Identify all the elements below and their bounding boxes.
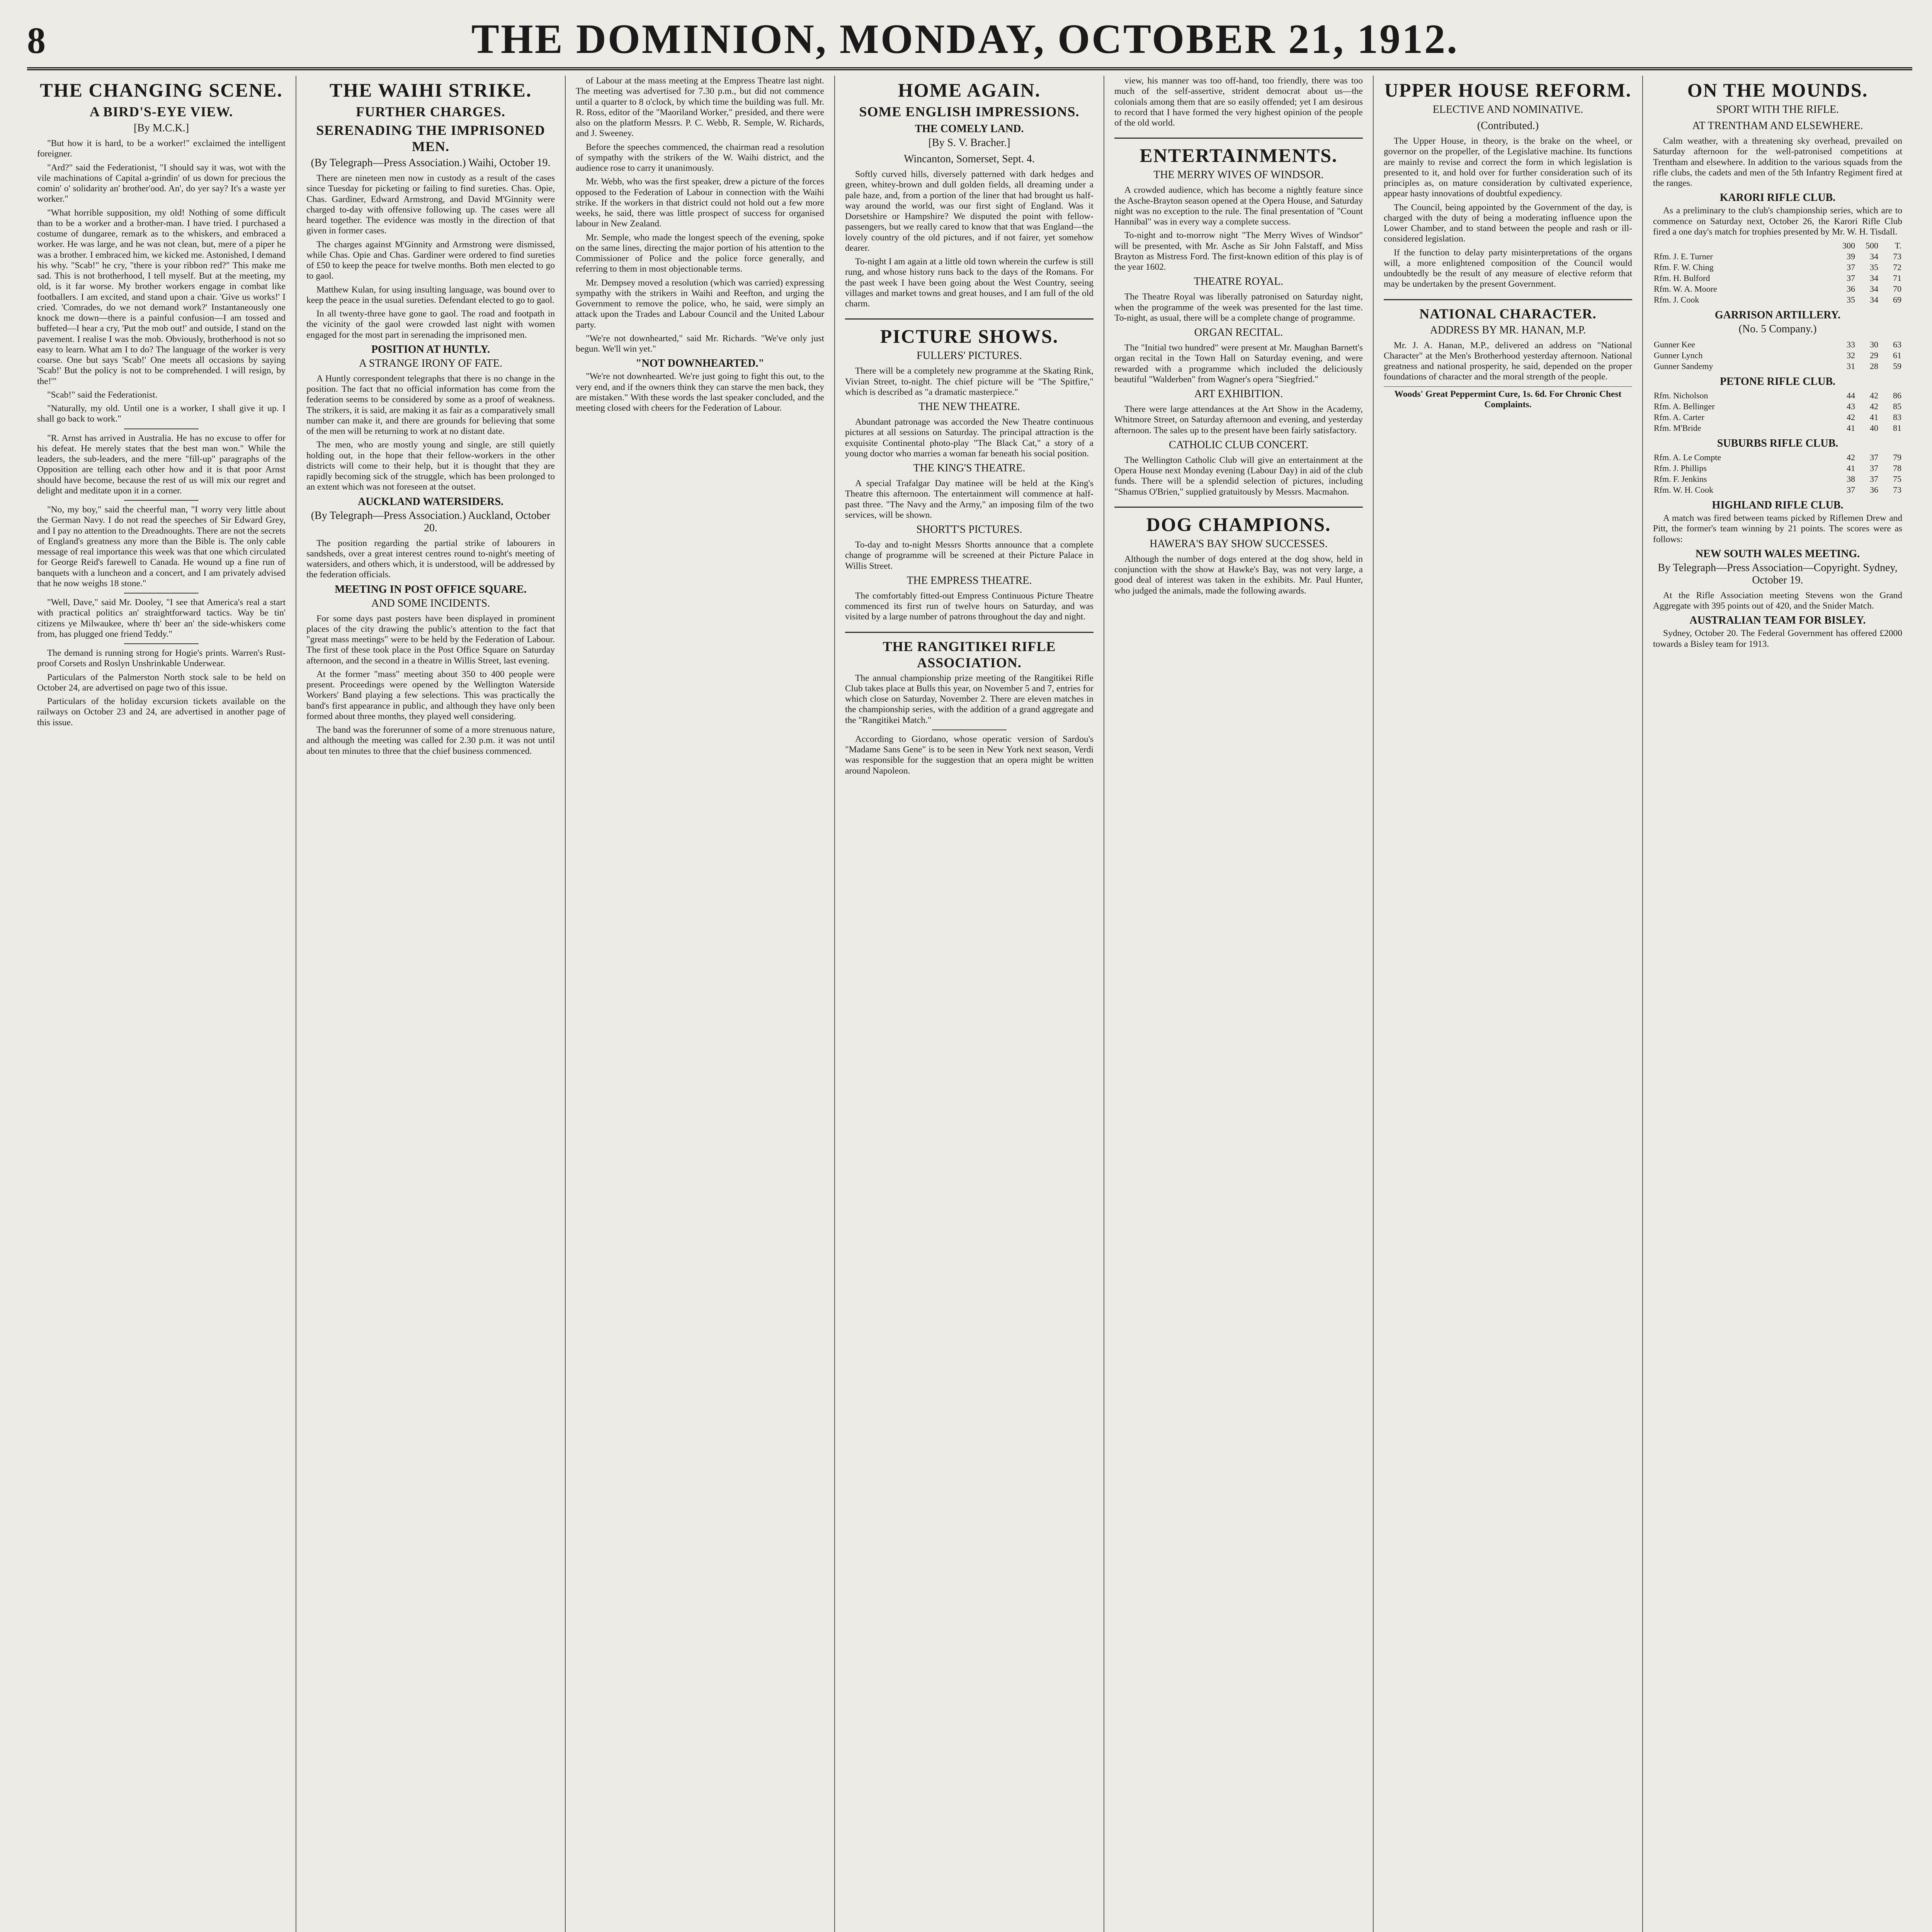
columns bbox=[27, 76, 1912, 1932]
table-cell: 37 bbox=[1847, 262, 1855, 272]
subheadline: A BIRD'S-EYE VIEW. bbox=[89, 104, 233, 119]
dateline: By Telegraph—Press Association—Copyright. Sydney, October 19. bbox=[1658, 561, 1898, 586]
paragraph: Particulars of the Palmerston North stock sale to be held on October 24, are advertised on page two of this issue. bbox=[37, 672, 286, 693]
table-cell: 34 bbox=[1870, 295, 1878, 304]
table-cell: Gunner Lynch bbox=[1654, 350, 1703, 360]
table-cell: 42 bbox=[1870, 391, 1878, 400]
paragraph: To-night I am again at a little old town wherein the curfew is still rung, and whose history runs back to the days of the Romans. For the past week I have been going about the West Country, seeing villages and market towns and great houses, and I am full of the old charm. bbox=[845, 257, 1094, 309]
headline: ENTERTAINMENTS. bbox=[1139, 145, 1338, 167]
paragraph: The band was the forerunner of some of a more strenuous nature, and although the meeting was called for 2.30 p.m. it was not until about ten minutes to three that the chief business commenced. bbox=[306, 725, 555, 756]
paragraph: The Theatre Royal was liberally patronised on Saturday night, when the programme of the week was presented for the last time. To-night, as usual, there will be a complete change of programme. bbox=[1114, 292, 1363, 323]
paragraph: "R. Arnst has arrived in Australia. He has no excuse to offer for his defeat. He merely states that the best man won." While the leaders, the sub-leaders, and the mere "fill-up" paragraphs of the Opposition are telling each other how and it is that poor Arnst should have become, because the rest of us will mix our regret and delight and meditate upon it in a corner. bbox=[37, 433, 286, 496]
column-6 bbox=[1374, 76, 1643, 1932]
paragraph: The Wellington Catholic Club will give an entertainment at the Opera House next Monday evening (Labour Day) in aid of the club funds. There will be a splendid selection of pictures, including "Shamus O'Brien," supplied gratuitously by Messrs. Macmahon. bbox=[1114, 455, 1363, 497]
section-heading: SUBURBS RIFLE CLUB. bbox=[1717, 437, 1838, 449]
table-cell: 69 bbox=[1893, 295, 1901, 304]
table-cell: 37 bbox=[1847, 273, 1855, 283]
paragraph: Matthew Kulan, for using insulting language, was bound over to keep the peace in the usual sureties. Defendant elected to go to gaol. bbox=[306, 284, 555, 305]
table-cell: Rfm. W. A. Moore bbox=[1654, 284, 1717, 294]
section-subheading: (No. 5 Company.) bbox=[1738, 323, 1817, 335]
table-row bbox=[1653, 474, 1902, 485]
subheadline: FURTHER CHARGES. bbox=[356, 104, 505, 119]
byline: (Contributed.) bbox=[1477, 120, 1539, 132]
table-cell: 40 bbox=[1870, 423, 1878, 433]
paragraph: To-day and to-night Messrs Shortts announce that a complete change of programme will be screened at their Picture Palace in Willis Street. bbox=[845, 540, 1094, 571]
column-5 bbox=[1104, 76, 1374, 1932]
table-cell: 81 bbox=[1893, 423, 1901, 433]
table-cell: Rfm. J. Phillips bbox=[1654, 463, 1707, 473]
table-cell: 37 bbox=[1870, 452, 1878, 462]
subheadline: SOME ENGLISH IMPRESSIONS. bbox=[859, 104, 1080, 119]
headline: ON THE MOUNDS. bbox=[1687, 79, 1868, 101]
section-heading: "NOT DOWNHEARTED." bbox=[636, 357, 764, 370]
table-row bbox=[1653, 485, 1902, 495]
paragraph: Before the speeches commenced, the chairman read a resolution of sympathy with the strikers of the W. Waihi district, and the audience rose to carry it unanimously. bbox=[576, 142, 824, 173]
table-cell: 86 bbox=[1893, 391, 1901, 400]
paragraph: "No, my boy," said the cheerful man, "I worry very little about the German Navy. I do not read the speeches of Sir Edward Grey, and I pay no attention to the Dreadnoughts. There are not the secrets of England's greatness any more than the Bible is. The only cable message of real importance this week was that one which circulated for George Reid's farewell to Canada. He wound up a fine run of banquets with a luncheon and a concert, and I am privately advised that he now weighs 18 stone." bbox=[37, 505, 286, 588]
section-subheading: A STRANGE IRONY OF FATE. bbox=[359, 357, 503, 369]
section-subheading: SHORTT'S PICTURES. bbox=[916, 524, 1022, 536]
subheadline: ADDRESS BY MR. HANAN, M.P. bbox=[1430, 324, 1586, 336]
paragraph: Although the number of dogs entered at the dog show, held in conjunction with the show at Hawke's Bay, was not very large, a good deal of interest was taken in the exhibits. Mr. Paul Hunter, who judged the animals, made the following awards. bbox=[1114, 554, 1363, 596]
headline: PICTURE SHOWS. bbox=[880, 325, 1059, 347]
paragraph: There will be a completely new programme at the Skating Rink, Vivian Street, to-night. The chief picture will be "The Spitfire," which is described as "a dramatic masterpiece." bbox=[845, 366, 1094, 397]
table-cell: 61 bbox=[1893, 350, 1901, 360]
paragraph: The comfortably fitted-out Empress Continuous Picture Theatre commenced its first run of twelve hours on Saturday, and was visited by a large number of patrons throughout the day and night. bbox=[845, 590, 1094, 622]
table-cell: 31 bbox=[1847, 361, 1855, 371]
page-number: 8 bbox=[27, 20, 46, 61]
table-cell: 73 bbox=[1893, 252, 1901, 261]
article-waihi-strike bbox=[306, 79, 555, 766]
paragraph: Calm weather, with a threatening sky overhead, prevailed on Saturday afternoon for the well-patronised competitions at Trentham and elsewhere. In addition to the various squads from the rifle clubs, the cadets and men of the 5th Infantry Regiment fired at the ranges. bbox=[1653, 136, 1902, 188]
table-row bbox=[1653, 294, 1902, 305]
table-header-cell: 300 bbox=[1842, 241, 1855, 250]
section-heading: NEW SOUTH WALES MEETING. bbox=[1695, 548, 1860, 560]
table-cell: Rfm. F. Jenkins bbox=[1654, 474, 1707, 484]
subheadline: SERENADING THE IMPRISONED MEN. bbox=[316, 122, 545, 154]
paragraph: At the Rifle Association meeting Stevens won the Grand Aggregate with 395 points out of 420, and the Snider Match. bbox=[1653, 590, 1902, 611]
section-subheading: THEATRE ROYAL. bbox=[1194, 276, 1284, 288]
table-cell: 35 bbox=[1847, 295, 1855, 304]
table-cell: Rfm. H. Bulford bbox=[1654, 273, 1710, 283]
paragraph: A special Trafalgar Day matinee will be held at the King's Theatre this afternoon. The entertainment will commence at half-past three. "The Navy and the Army," an imposing film of the two services, will be shown. bbox=[845, 478, 1094, 520]
paragraph: There were large attendances at the Art Show in the Academy, Whitmore Street, on Saturday afternoon and evening, and yesterday afternoon. The sales up to the present have been fairly satisfactory. bbox=[1114, 404, 1363, 435]
headline: NATIONAL CHARACTER. bbox=[1419, 306, 1597, 321]
table-row bbox=[1653, 423, 1902, 434]
table-cell: 35 bbox=[1870, 262, 1878, 272]
paragraph: view, his manner was too off-hand, too friendly, there was too much of the self-assertive, strident democrat about us—the colonials among them that are so easily offended; yet I am desirous to record that I have formed the very highest opinion of the people of the old world. bbox=[1114, 76, 1363, 128]
table-cell: 37 bbox=[1870, 474, 1878, 484]
section-heading: POSITION AT HUNTLY. bbox=[371, 343, 490, 355]
table-row bbox=[1653, 339, 1902, 350]
table-cell: Gunner Sandemy bbox=[1654, 361, 1713, 371]
article-continued bbox=[1114, 76, 1363, 139]
byline: [By M.C.K.] bbox=[133, 122, 189, 134]
dateline: (By Telegraph—Press Association.) Waihi, October 19. bbox=[311, 157, 551, 169]
subheadline: SPORT WITH THE RIFLE. bbox=[1716, 104, 1839, 116]
paragraph: In all twenty-three have gone to gaol. The road and footpath in the vicinity of the gaol were crowded last night with women engaged for the most part in serenading the imprisoned men. bbox=[306, 309, 555, 340]
article-changing-scene bbox=[37, 79, 286, 737]
headline: THE RANGITIKEI RIFLE ASSOCIATION. bbox=[883, 638, 1056, 670]
table-row bbox=[1653, 262, 1902, 273]
paragraph: "We're not downhearted. We're just going to fight this out, to the very end, and if the owners think they can starve the men back, they are mistaken." With these words the last speaker concluded, and the meeting closed with cheers for the Federation of Labour. bbox=[576, 371, 824, 413]
table-cell: Rfm. J. E. Turner bbox=[1654, 252, 1713, 261]
dateline: (By Telegraph—Press Association.) Auckland, October 20. bbox=[311, 509, 551, 534]
article-rangitikei-rifle bbox=[845, 638, 1094, 786]
section-subheading: HAWERA'S BAY SHOW SUCCESSES. bbox=[1150, 537, 1328, 550]
section-subheading: THE EMPRESS THEATRE. bbox=[906, 574, 1032, 587]
paragraph: For some days past posters have been displayed in prominent places of the city drawing the public's attention to the fact that "great mass meetings" were to be held by the Federation of Labour. The first of these took place in the Post Office Square on Saturday afternoon, and the second in a theatre in Willis Street, last evening. bbox=[306, 613, 555, 666]
paragraph: Softly curved hills, diversely patterned with dark hedges and green, whitey-brown and dull golden fields, all dreaming under a pale haze, and, from a portion of the liner that had brought us half-way around the world, was our first sight of England. Was it Dorsetshire or Hampshire? We disputed the point with fellow-passengers, but we really cared to know that that was England—the lovely country of the old pictures, and if not fairer, yet somehow dearer. bbox=[845, 169, 1094, 253]
paragraph: The "Initial two hundred" were present at Mr. Maughan Barnett's organ recital in the Town Hall on Saturday evening, and were rewarded with a programme which included the deliciously beautiful "Walderben" from Wagner's opera "Siegfried." bbox=[1114, 343, 1363, 384]
table-cell: 33 bbox=[1847, 340, 1855, 349]
paragraph: "What horrible supposition, my old! Nothing of some difficult than to be a worker and a brother-man. I have tried. I purchased a costume of dungaree, remark as to the whiskers, and embraced a worker. He was large, and he was not clean, but, mere of a piper he was a brother. I embraced him, we kicked me. Astonished, I demand his why. "Scab!" he cry, "there is your ribbon red?" This make me sad. This is not brotherhood, I tell myself. But at the meeting, my old, is it far worse. My brother workers engage in combat like footballers. I am excited, and stand upon a chair. 'Give us works!' I cried. 'Comrades, do we not demand work?' Instantaneously one knock me down—there is a painful confusion—I am tossed and buffeted—I hear a cry, 'Put the mob out!' and outside, I stand on the pavement. I realise I was the mob. Obviously, brotherhood is not so easy to learn. What am I to do? The language of the worker is very coarse. One but says 'Scab!' One meets all occasions by saying 'Scab!' But the policy is not to be comprehended. I will resign, by the!'" bbox=[37, 207, 286, 386]
table-row bbox=[1653, 251, 1902, 262]
table-cell: 85 bbox=[1893, 401, 1901, 411]
article-home-again bbox=[845, 79, 1094, 320]
table-cell: 70 bbox=[1893, 284, 1901, 294]
paragraph: At the former "mass" meeting about 350 to 400 people were present. Proceedings were opened by the Wellington Waterside Workers' Band playing a few selections. This was practically the band's first appearance in public, and although they have only been formed about three months, they played well considering. bbox=[306, 669, 555, 721]
table-cell: 72 bbox=[1893, 262, 1901, 272]
section-subheading: ART EXHIBITION. bbox=[1194, 388, 1283, 400]
paragraph: The Council, being appointed by the Government of the day, is charged with the duty of being a moderating influence upon the Lower Chamber, and to stand between the people and rash or ill-considered legislation. bbox=[1384, 202, 1632, 244]
section-subheading: AND SOME INCIDENTS. bbox=[371, 597, 490, 609]
table-cell: 29 bbox=[1870, 350, 1878, 360]
article-mass-meeting bbox=[576, 76, 824, 423]
table-cell: 34 bbox=[1870, 252, 1878, 261]
headline: THE CHANGING SCENE. bbox=[40, 79, 283, 101]
paragraph: Particulars of the holiday excursion tickets available on the railways on October 23 and 24, are advertised in another page of this issue. bbox=[37, 696, 286, 728]
section-heading: THE COMELY LAND. bbox=[915, 123, 1024, 135]
headline: UPPER HOUSE REFORM. bbox=[1384, 79, 1632, 101]
paragraph: A crowded audience, which has become a nightly feature since the Asche-Brayton season opened at the Opera House, and Saturday night was no exception to the rule. The final presentation of "Count Hannibal" was in every way a complete success. bbox=[1114, 185, 1363, 227]
table-header-cell: T. bbox=[1895, 241, 1901, 250]
paragraph: Mr. Semple, who made the longest speech of the evening, spoke on the same lines, directing the major portion of his attention to the Commissioner of Police and the police force generally, and referring to them in most objectionable terms. bbox=[576, 232, 824, 274]
column-4 bbox=[835, 76, 1104, 1932]
table-cell: Rfm. J. Cook bbox=[1654, 295, 1699, 304]
table-cell: 83 bbox=[1893, 412, 1901, 422]
table-row bbox=[1653, 412, 1902, 423]
paragraph: The charges against M'Ginnity and Armstrong were dismissed, while Chas. Opie and Chas. Gardiner were ordered to find sureties of £50 to keep the peace for twelve months. Both men elected to go to gaol. bbox=[306, 239, 555, 281]
article-on-the-mounds bbox=[1653, 79, 1902, 659]
table-cell: Rfm. W. H. Cook bbox=[1654, 485, 1714, 495]
table-cell: 41 bbox=[1847, 423, 1855, 433]
advertisement: Woods' Great Peppermint Cure, 1s. 6d. For Chronic Chest Complaints. bbox=[1384, 386, 1632, 410]
paragraph: The men, who are mostly young and single, are still quietly holding out, in the hope that their fellow-workers in the other districts will come to their help, but it is thought that they are rapidly becoming sick of the struggle, which has been prolonged to an extent which was not foreseen at the outset. bbox=[306, 440, 555, 492]
table-cell: 36 bbox=[1870, 485, 1878, 495]
table-row bbox=[1653, 350, 1902, 361]
paragraph: Sydney, October 20. The Federal Government has offered £2000 towards a Bisley team for 1913. bbox=[1653, 628, 1902, 649]
table-cell: Gunner Kee bbox=[1654, 340, 1695, 349]
subheadline: AT TRENTHAM AND ELSEWHERE. bbox=[1692, 120, 1863, 132]
table-cell: Rfm. M'Bride bbox=[1654, 423, 1701, 433]
table-cell: 71 bbox=[1893, 273, 1901, 283]
article-national-character bbox=[1384, 306, 1632, 416]
table-cell: 38 bbox=[1847, 474, 1855, 484]
score-table-karori bbox=[1653, 240, 1902, 305]
paragraph: Mr. Webb, who was the first speaker, drew a picture of the forces opposed to the Federation of Labour in connection with the Waihi strike. If the workers in that district could not hold out a few more weeks, he said, there was little prospect of success for organised labour in New Zealand. bbox=[576, 177, 824, 229]
section-heading: KARORI RIFLE CLUB. bbox=[1719, 192, 1836, 204]
section-heading: AUSTRALIAN TEAM FOR BISLEY. bbox=[1689, 614, 1866, 627]
section-subheading: THE KING'S THEATRE. bbox=[913, 462, 1026, 474]
table-cell: Rfm. A. Carter bbox=[1654, 412, 1704, 422]
section-heading: MEETING IN POST OFFICE SQUARE. bbox=[335, 583, 527, 595]
score-table-petone bbox=[1653, 390, 1902, 434]
column-1 bbox=[27, 76, 296, 1932]
table-cell: 30 bbox=[1870, 340, 1878, 349]
table-cell: 41 bbox=[1847, 463, 1855, 473]
table-header-cell: 500 bbox=[1866, 241, 1878, 250]
masthead bbox=[27, 15, 1912, 70]
paragraph: There are nineteen men now in custody as a result of the cases since Tuesday for picketing or failing to find sureties. Chas. Opie, Chas. Gardiner, Edward Armstrong, and David M'Ginnity were charged to-day with offensive following up. The cases were all heard together. The evidence was mostly in the direction of that given in former cases. bbox=[306, 173, 555, 236]
paragraph: If the function to delay party misinterpretations of the organs will, a more enlightened composition of the Council would undoubtedly be the result of any measure of elective reform that may be undertaken by the present Government. bbox=[1384, 247, 1632, 289]
column-3 bbox=[566, 76, 835, 1932]
paragraph: A match was fired between teams picked by Riflemen Drew and Pitt, the former's team winning by 21 points. The scores were as follows: bbox=[1653, 513, 1902, 544]
paragraph: A Huntly correspondent telegraphs that there is no change in the position. The fact that no official information has come from the federation seems to be considered by some as a proof of weakness. The strikers, it is said, are making it as fair as a comparatively small number can make it, and there are grounds for believing that some of the men will be returning to work at no distant date. bbox=[306, 373, 555, 436]
column-2 bbox=[296, 76, 566, 1932]
table-cell: 34 bbox=[1870, 284, 1878, 294]
table-header-cell bbox=[1653, 240, 1833, 251]
table-cell: 75 bbox=[1893, 474, 1901, 484]
table-cell: 39 bbox=[1847, 252, 1855, 261]
section-heading: HIGHLAND RIFLE CLUB. bbox=[1712, 499, 1844, 511]
table-cell: 43 bbox=[1847, 401, 1855, 411]
paragraph: The position regarding the partial strike of labourers in sandsheds, over a great interest centres round to-night's meeting of watersiders, and others which, it is understood, will be addressed by the federation officials. bbox=[306, 538, 555, 580]
paragraph: The demand is running strong for Hogie's prints. Warren's Rust-proof Corsets and Roslyn Unshrinkable Underwear. bbox=[37, 648, 286, 669]
table-cell: Rfm. A. Bellinger bbox=[1654, 401, 1715, 411]
section-subheading: CATHOLIC CLUB CONCERT. bbox=[1168, 439, 1309, 451]
table-cell: 44 bbox=[1847, 391, 1855, 400]
table-cell: 34 bbox=[1870, 273, 1878, 283]
paragraph: "Well, Dave," said Mr. Dooley, "I see that America's real a start with practical politics an' straightforward tactics. Way be tin' citizens ye Milwaukee, where th' beer an' the side-whiskers come from, has plugged one friend Teddy." bbox=[37, 597, 286, 639]
paragraph: According to Giordano, whose operatic version of Sardou's "Madame Sans Gene" is to be seen in New York next season, Verdi was responsible for the suggestion that an opera might be written around Napoleon. bbox=[845, 734, 1094, 776]
article-entertainments bbox=[1114, 144, 1363, 508]
section-subheading: THE NEW THEATRE. bbox=[918, 401, 1020, 413]
table-cell: Rfm. Nicholson bbox=[1654, 391, 1708, 400]
table-row bbox=[1653, 452, 1902, 463]
table-cell: 32 bbox=[1847, 350, 1855, 360]
table-cell: 28 bbox=[1870, 361, 1878, 371]
table-header-row bbox=[1653, 240, 1902, 251]
article-dog-champions bbox=[1114, 513, 1363, 605]
paragraph: "But how it is hard, to be a worker!" exclaimed the intelligent foreigner. bbox=[37, 138, 286, 159]
section-heading: AUCKLAND WATERSIDERS. bbox=[357, 495, 504, 508]
paragraph: The Upper House, in theory, is the brake on the wheel, or governor on the propeller, of the Legislative machine. Its functions are mainly to revise and correct the form in which legislation is presented to it, and hold over for further consideration such of its principles as, on mature consideration by cultivated experience, appear hasty innovations of doubtful expediency. bbox=[1384, 136, 1632, 199]
table-cell: Rfm. A. Le Compte bbox=[1654, 452, 1721, 462]
article-upper-house-reform bbox=[1384, 79, 1632, 300]
table-cell: 37 bbox=[1847, 485, 1855, 495]
table-cell: 63 bbox=[1893, 340, 1901, 349]
table-cell: Rfm. F. W. Ching bbox=[1654, 262, 1714, 272]
table-row bbox=[1653, 273, 1902, 284]
section-subheading: FULLERS' PICTURES. bbox=[917, 350, 1022, 362]
table-cell: 37 bbox=[1870, 463, 1878, 473]
dateline: Wincanton, Somerset, Sept. 4. bbox=[904, 153, 1035, 165]
newspaper-title: THE DOMINION, MONDAY, OCTOBER 21, 1912. bbox=[471, 16, 1459, 62]
byline: [By S. V. Bracher.] bbox=[928, 137, 1010, 149]
column-7 bbox=[1643, 76, 1912, 1932]
paragraph: "Scab!" said the Federationist. bbox=[47, 389, 158, 400]
table-cell: 59 bbox=[1893, 361, 1901, 371]
paragraph: "We're not downhearted," said Mr. Richards. "We've only just begun. We'll win yet." bbox=[576, 333, 824, 354]
subheadline: ELECTIVE AND NOMINATIVE. bbox=[1432, 104, 1583, 116]
paragraph: The annual championship prize meeting of the Rangitikei Rifle Club takes place at Bulls this year, on November 5 and 7, entries for which close on Saturday, November 2. There are eleven matches in the championship series, with the addition of a grand aggregate and the "Rangitikei Match." bbox=[845, 673, 1094, 725]
paragraph: Mr. J. A. Hanan, M.P., delivered an address on "National Character" at the Men's Brotherhood yesterday afternoon. National greatness and national prosperity, he said, depended on the proper foundations of character and the moral strength of the people. bbox=[1384, 340, 1632, 382]
table-row bbox=[1653, 284, 1902, 294]
table-cell: 42 bbox=[1870, 401, 1878, 411]
headline: HOME AGAIN. bbox=[898, 79, 1041, 101]
paragraph: To-night and to-morrow night "The Merry Wives of Windsor" will be presented, with Mr. Asche as Sir John Falstaff, and Miss Brayton as Mistress Ford. The first-known edition of this play is of the year 1602. bbox=[1114, 230, 1363, 272]
paragraph: of Labour at the mass meeting at the Empress Theatre last night. The meeting was advertised for 7.30 p.m., but did not commence until a quarter to 8 o'clock, by which time the building was full. Mr. R. Ross, editor of the "Maoriland Worker," presided, and there were also on the platform Messrs. P. C. Webb, R. Semple, W. Richards, and J. Sweeney. bbox=[576, 76, 824, 139]
paragraph: "Naturally, my old. Until one is a worker, I shall give it up. I shall go back to work." bbox=[37, 403, 286, 424]
article-picture-shows bbox=[845, 325, 1094, 633]
score-table-artillery bbox=[1653, 339, 1902, 372]
table-row bbox=[1653, 390, 1902, 401]
headline: DOG CHAMPIONS. bbox=[1146, 513, 1331, 535]
table-cell: 42 bbox=[1847, 412, 1855, 422]
table-cell: 36 bbox=[1847, 284, 1855, 294]
section-heading: PETONE RIFLE CLUB. bbox=[1720, 376, 1835, 388]
table-row bbox=[1653, 361, 1902, 372]
headline: THE WAIHI STRIKE. bbox=[329, 79, 532, 101]
score-table-suburbs bbox=[1653, 452, 1902, 495]
table-cell: 41 bbox=[1870, 412, 1878, 422]
table-row bbox=[1653, 401, 1902, 412]
table-cell: 42 bbox=[1847, 452, 1855, 462]
section-subheading: ORGAN RECITAL. bbox=[1194, 327, 1283, 338]
table-cell: 73 bbox=[1893, 485, 1901, 495]
paragraph: "Ard?" said the Federationist, "I should say it was, wot with the vile machinations of Capital a-grindin' of us down for precious the comin' o' solidarity an' brother'ood. An', do yer say? It's a waste yer worker." bbox=[37, 162, 286, 204]
paragraph: As a preliminary to the club's championship series, which are to commence on Saturday next, October 26, the Karori Rifle Club fired a one day's match for trophies presented by Mr. W. H. Tisdall. bbox=[1653, 206, 1902, 237]
section-subheading: THE MERRY WIVES OF WINDSOR. bbox=[1153, 169, 1324, 181]
table-cell: 78 bbox=[1893, 463, 1901, 473]
table-cell: 79 bbox=[1893, 452, 1901, 462]
paragraph: Abundant patronage was accorded the New Theatre continuous pictures at all sessions on Saturday. The principal attraction is the exquisite Continental photo-play "The Black Cat," a story of a young doctor who marries a woman far beneath his social position. bbox=[845, 417, 1094, 459]
table-row bbox=[1653, 463, 1902, 474]
paragraph: Mr. Dempsey moved a resolution (which was carried) expressing sympathy with the strikers in Waihi and Reefton, and urging the Government to remove the police, who, he said, were simply an attack upon the Trades and Labour Council and the United Labour party. bbox=[576, 277, 824, 330]
section-heading: GARRISON ARTILLERY. bbox=[1714, 309, 1841, 321]
